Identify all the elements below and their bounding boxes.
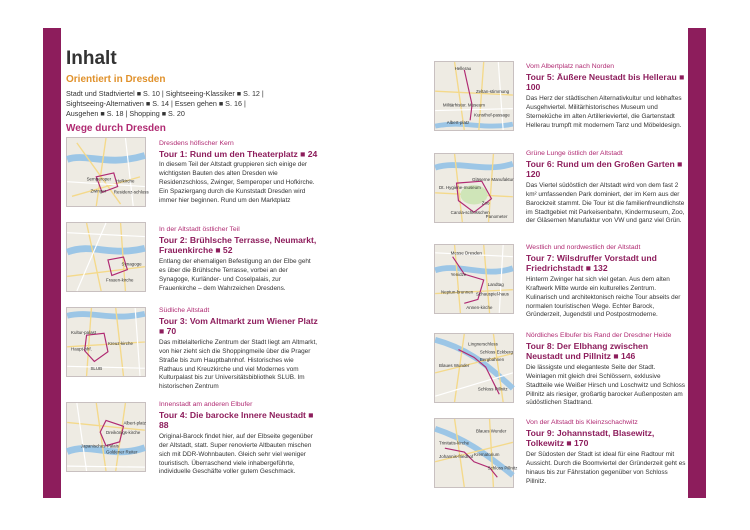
tour-kicker: Nördliches Elbufer bis Rand der Dresdner Heide bbox=[526, 332, 672, 339]
map-label: Frauen-kirche bbox=[106, 277, 134, 283]
map-svg bbox=[67, 138, 149, 206]
tour-description: In diesem Teil der Altstadt gruppieren sich einige der wichtigsten Bauten des alten Dresden wie Residenzschloss, Zwinger, Semperoper und Hofkirche. Ein Spaziergang durch die Kunststadt Dresden wird immer hier beginnen. Rund um den Marktplatz bbox=[159, 161, 315, 205]
map-label: Japanisches Palais bbox=[80, 443, 119, 449]
wege-heading: Wege durch Dresden bbox=[66, 123, 166, 134]
map-label: Dreikönigs-kirche bbox=[106, 430, 141, 436]
tour-map-thumbnail bbox=[66, 307, 146, 377]
tour-title: Tour 4: Die barocke Innere Neustadt ■ 88 bbox=[159, 410, 314, 431]
tour-description: Das mittelalterliche Zentrum der Stadt liegt am Altmarkt, von hier zieht sich die Shoppingmeile über die Prager Straße bis zum Hauptbahnhof. Historisches wie Rathaus und Kreuzkirche und viel Modernes vom Kulturpalast bis zur Universitätsbibliothek SLUB. Im historischen Zentrum bbox=[159, 338, 318, 391]
tour-kicker: Dresdens höfischer Kern bbox=[159, 140, 234, 147]
map-label: Dt. Hygiene-museum bbox=[439, 184, 481, 190]
map-label: Blaues Wunder bbox=[475, 428, 507, 434]
map-svg bbox=[435, 419, 518, 487]
map-label: Kunsthof-passage bbox=[474, 112, 510, 118]
tour-title: Tour 2: Brühlsche Terrasse, Neumarkt, Frauenkirche ■ 52 bbox=[159, 235, 317, 256]
map-svg bbox=[435, 154, 513, 222]
orient-line: Ausgehen ■ S. 18 | Shopping ■ S. 20 bbox=[66, 109, 185, 119]
map-label: Synagoge bbox=[121, 261, 142, 267]
map-svg bbox=[435, 62, 513, 130]
tour-kicker: Grüne Lunge östlich der Altstadt bbox=[526, 150, 623, 157]
tour-map-thumbnail bbox=[66, 402, 146, 472]
tour-map-thumbnail bbox=[434, 244, 514, 314]
map-label: Kreuz-kirche bbox=[107, 340, 133, 346]
tour-description: Hinterm Zwinger hat sich viel getan. Aus dem alten Kraftwerk Mitte wurde ein kulturelles Zentrum. Kulinarisch und architektonisch reiche Tour abseits der normalen touristischen Wege. Echter Barock, Gründerzeit, Jugendstil und Postpostmoderne. bbox=[526, 275, 681, 319]
map-label: Zeltan-stimmung bbox=[475, 89, 510, 95]
map-label: Goldener Reiter bbox=[106, 449, 138, 455]
tour-kicker: In der Altstadt östlicher Teil bbox=[159, 226, 240, 233]
tour-map-thumbnail bbox=[434, 333, 514, 403]
map-svg bbox=[67, 308, 145, 376]
tour-title: Tour 5: Äußere Neustadt bis Hellerau ■ 100 bbox=[526, 72, 685, 93]
tour-title: Tour 6: Rund um den Großen Garten ■ 120 bbox=[526, 159, 683, 180]
map-label: Carola-schlösschen bbox=[450, 210, 490, 216]
map-label: Hofkirche bbox=[115, 178, 135, 184]
map-label: Albert-platz bbox=[446, 120, 470, 126]
tour-map-thumbnail bbox=[434, 418, 518, 488]
map-label: Zoo bbox=[481, 200, 490, 206]
tour-map-thumbnail bbox=[434, 61, 514, 131]
map-label: Hellerau bbox=[454, 65, 472, 71]
map-label: Trinitatis-kirche bbox=[439, 440, 470, 446]
map-label: Schloss Eckberg bbox=[479, 349, 514, 355]
tour-description: Entlang der ehemaligen Befestigung an der Elbe geht es über die Brühlsche Terrasse, vorbei an der Synagoge, Kurländer- und Coselpalais, zur Frauenkirche – dem Wahrzeichen Dresdens. bbox=[159, 257, 311, 292]
tour-map-thumbnail bbox=[66, 137, 149, 207]
tour-kicker: Vom Albertplatz nach Norden bbox=[526, 63, 615, 70]
map-label: Yenidze bbox=[450, 272, 467, 278]
right-accent-bar bbox=[688, 28, 706, 498]
map-label: Lingnerschloss bbox=[468, 341, 498, 347]
map-label: Albert-platz bbox=[123, 420, 147, 426]
tour-kicker: Südliche Altstadt bbox=[159, 307, 210, 314]
tour-title: Tour 9: Johannstadt, Blasewitz, Tolkewitz ■ 170 bbox=[526, 428, 655, 449]
map-label: Johannis-friedhof bbox=[439, 453, 474, 459]
map-label: Bergbahnen bbox=[479, 357, 505, 363]
map-label: Semperoper bbox=[86, 176, 112, 182]
map-label: Landtag bbox=[487, 281, 504, 287]
orient-list bbox=[66, 89, 316, 120]
left-accent-bar bbox=[43, 28, 61, 498]
map-label: Panometer bbox=[485, 214, 508, 220]
tour-kicker: Westlich und nordwestlich der Altstadt bbox=[526, 244, 641, 251]
tour-kicker: Von der Altstadt bis Kleinzschachwitz bbox=[526, 419, 638, 426]
map-label: Krematorium bbox=[474, 451, 500, 457]
map-label: Zwinger bbox=[90, 188, 107, 194]
tour-description: Die lässigste und eleganteste Seite der Stadt. Weinlagen mit gleich drei Schlössern, exklusive Stadtteile wie Weißer Hirsch und Loschwitz und Schloss Pillnitz als riesiger, großartig barocker Außenposten am südöstlichen Stadtrand. bbox=[526, 363, 686, 407]
page-title: Inhalt bbox=[66, 48, 117, 69]
tour-title: Tour 8: Der Elbhang zwischen Neustadt und Pillnitz ■ 146 bbox=[526, 341, 649, 362]
map-svg bbox=[67, 223, 145, 291]
map-label: Kultur-palast bbox=[71, 330, 97, 336]
map-label: Gläserne Manufaktur bbox=[472, 177, 514, 183]
map-label: Schauspiel-haus bbox=[475, 291, 509, 297]
tour-description: Das Herz der städtischen Alternativkultur und lebhaftes Ausgehviertel. Militärhistorisches Museum und Sterneküche im alten Artillerieviertel, die Gartenstadt Hellerau trumpft mit modernem Tanz und Möbeldesign. bbox=[526, 94, 682, 129]
map-label: Blaues Wunder bbox=[439, 363, 470, 369]
map-label: Residenz-schloss bbox=[113, 189, 149, 195]
map-label: SLUB bbox=[90, 366, 103, 372]
tour-map-thumbnail bbox=[434, 153, 514, 223]
tour-map-thumbnail bbox=[66, 222, 146, 292]
tour-kicker: Innenstadt am anderen Elbufer bbox=[159, 401, 253, 408]
tour-title: Tour 3: Vom Altmarkt zum Wiener Platz ■ 70 bbox=[159, 316, 318, 337]
tour-description: Original-Barock findet hier, auf der Elbseite gegenüber der Altstadt, statt. Super renovierte Altbauten mischen sich mit DDR-Wohnbauten. Gleich sehr viel weniger touristisch. Überraschend viele inhabergeführte, individuelle Geschäfte voller gutem Geschmack. bbox=[159, 432, 313, 476]
map-svg bbox=[435, 245, 513, 313]
tour-title: Tour 1: Rund um den Theaterplatz ■ 24 bbox=[159, 149, 318, 159]
tour-title: Tour 7: Wilsdruffer Vorstadt und Friedrichstadt ■ 132 bbox=[526, 253, 657, 274]
map-label: Schloss Pillnitz bbox=[487, 465, 518, 471]
orient-heading: Orientiert in Dresden bbox=[66, 74, 166, 85]
map-svg bbox=[435, 334, 513, 402]
orient-line: Sightseeing-Alternativen ■ S. 14 | Essen gehen ■ S. 16 | bbox=[66, 99, 246, 109]
map-label: Schloss Pillnitz bbox=[477, 386, 508, 392]
map-label: Neptun-brunnen bbox=[440, 289, 474, 295]
tour-description: Der Südosten der Stadt ist ideal für eine Radtour mit Aussicht. Durch die Boomviertel der Gründerzeit geht es hinaus bis zur Fährstation gegenüber von Schloss Pillnitz. bbox=[526, 450, 686, 485]
orient-line: Stadt und Stadtviertel ■ S. 10 | Sightseeing-Klassiker ■ S. 12 | bbox=[66, 89, 264, 98]
tour-description: Das Viertel südöstlich der Altstadt wird von dem fast 2 km² umfassenden Park dominiert, der im Kern aus der Barockzeit stammt. Die Tour ist die familienfreundlichste im Stadtgebiet mit Parkeisenbahn, Kindermuseum, Zoo, der Gläsernen Manufaktur von VW und ganz viel Grün. bbox=[526, 181, 685, 225]
map-label: Haupt-bhf. bbox=[71, 346, 92, 352]
map-svg bbox=[67, 403, 145, 471]
map-label: Militärhistor. Museum bbox=[442, 102, 485, 108]
map-label: Annen-kirche bbox=[466, 305, 493, 311]
map-label: Messe Dresden bbox=[450, 250, 482, 256]
